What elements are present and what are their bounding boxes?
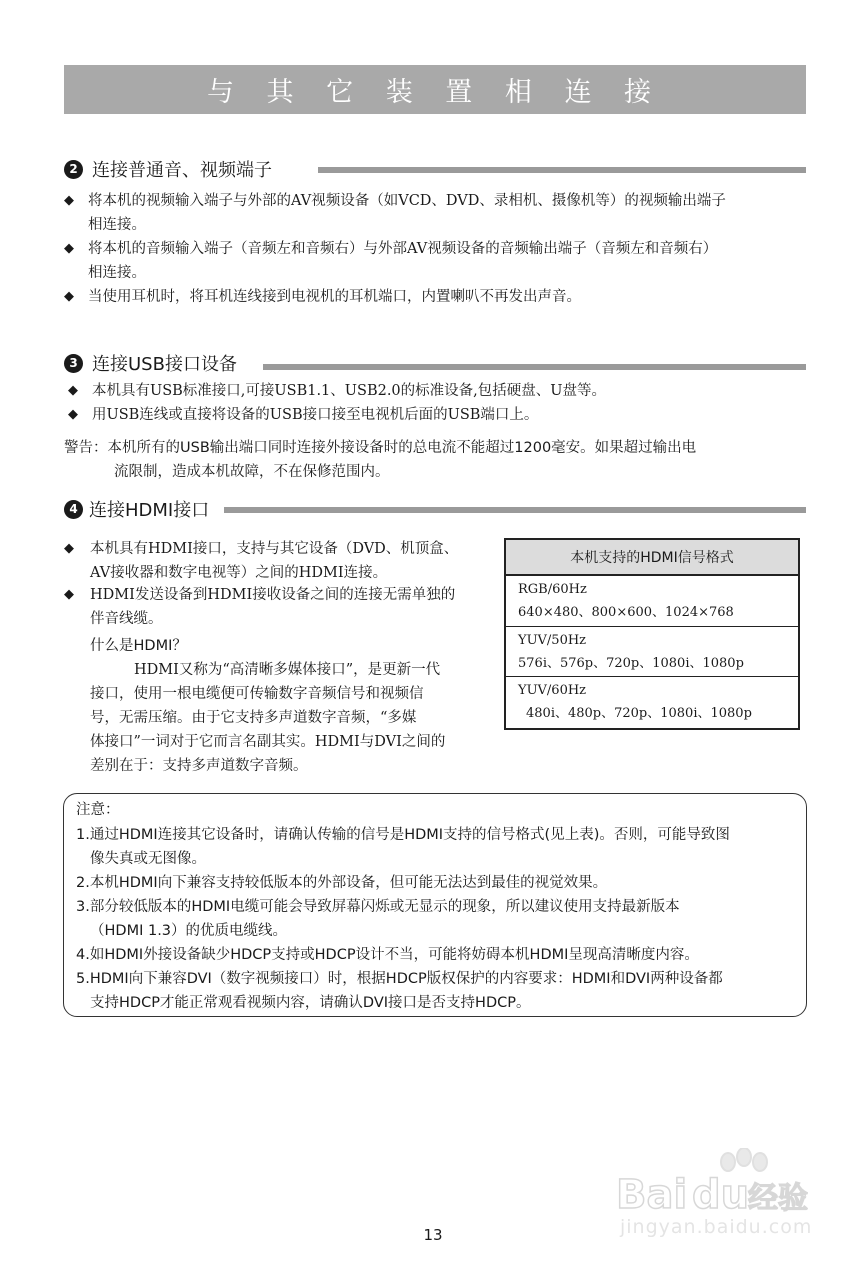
note-line: 2.本机HDMI向下兼容支持较低版本的外部设备，但可能无法达到最佳的视觉效果。 [76, 875, 608, 891]
section-rule [263, 364, 806, 370]
usb-warning: 警告：本机所有的USB输出端口同时连接外接设备时的总电流不能超过1200毫安。如果超过输出电 流限制，造成本机故障，不在保修范围内。 [64, 440, 697, 480]
section-3-heading [64, 350, 237, 376]
watermark-url: jingyan.baidu.com [620, 1216, 813, 1238]
table-row: YUV/50Hz 576i、576p、720p、1080i、1080p [506, 626, 798, 676]
diamond-bullet-icon: ◆ [64, 289, 74, 304]
svg-text:Bai: Bai [616, 1172, 688, 1218]
section-4-heading [64, 496, 209, 522]
page-title: 与 其 它 装 置 相 连 接 [64, 65, 806, 114]
note-line: 像失真或无图像。 [90, 851, 206, 867]
section-title: 连接USB接口设备 [92, 354, 237, 375]
section-number-badge: 3 [64, 354, 83, 373]
section-number-badge: 4 [64, 500, 83, 519]
note-line: （HDMI 1.3）的优质电缆线。 [90, 923, 288, 939]
diamond-bullet-icon: ◆ [64, 541, 74, 556]
section-title: 连接HDMI接口 [89, 500, 210, 521]
diamond-bullet-icon: ◆ [64, 193, 74, 208]
diamond-bullet-icon: ◆ [64, 587, 74, 602]
table-row: RGB/60Hz 640×480、800×600、1024×768 [518, 582, 734, 620]
page-number: 13 [423, 1226, 443, 1244]
note-line: 3.部分较低版本的HDMI电缆可能会导致屏幕闪烁或无显示的现象，所以建议使用支持最新版本 [76, 899, 680, 915]
note-line: 1.通过HDMI连接其它设备时，请确认传输的信号是HDMI支持的信号格式(见上表)。否则，可能导致图 [76, 827, 730, 843]
notes-box [63, 793, 807, 1017]
note-line: 支持HDCP才能正常观看视频内容，请确认DVI接口是否支持HDCP。 [90, 995, 531, 1011]
note-line: 5.HDMI向下兼容DVI（数字视频接口）时，根据HDCP版权保护的内容要求：HDMI和DVI两种设备都 [76, 971, 723, 987]
svg-text:经验: 经验 [748, 1181, 808, 1216]
hdmi-explanation: HDMI又称为“高清晰多媒体接口”，是更新一代 接口，使用一根电缆便可传输数字音频信号和视频信 号，无需压缩。由于它支持多声道数字音频，“多媒 体接口”一词对于它而言名副其实。HDMI与DVI之间的 差别在于：支持多声道数字音频。 [90, 662, 446, 774]
bullet-text: 将本机的视频输入端子与外部的AV视频设备（如VCD、DVD、录相机、摄像机等）的视频输出端子 相连接。 [88, 193, 726, 233]
hdmi-question: 什么是HDMI？ [90, 638, 187, 654]
svg-text:du: du [692, 1172, 750, 1218]
diamond-bullet-icon: ◆ [68, 407, 78, 422]
baidu-watermark-logo [610, 1148, 820, 1248]
note-line: 4.如HDMI外接设备缺少HDCP支持或HDCP设计不当，可能将妨碍本机HDMI呈现高清晰度内容。 [76, 947, 699, 963]
section-rule [318, 167, 806, 173]
section-title: 连接普通音、视频端子 [92, 160, 272, 181]
bullet-text: 当使用耳机时，将耳机连线接到电视机的耳机端口，内置喇叭不再发出声音。 [88, 289, 581, 305]
table-row: YUV/60Hz 480i、480p、720p、1080i、1080p [506, 676, 798, 726]
section-rule [224, 507, 806, 513]
hdmi-format-table [504, 538, 800, 730]
section-number-badge: 2 [64, 160, 83, 179]
notes-title: 注意： [76, 802, 120, 818]
bullet-text: 本机具有HDMI接口，支持与其它设备（DVD、机顶盒、 AV接收器和数字电视等）之间的HDMI连接。 [90, 541, 459, 581]
bullet-text: 本机具有USB标准接口,可接USB1.1、USB2.0的标准设备,包括硬盘、U盘等。 [92, 383, 606, 399]
bullet-text: 将本机的音频输入端子（音频左和音频右）与外部AV视频设备的音频输出端子（音频左和音频右） 相连接。 [88, 241, 718, 281]
diamond-bullet-icon: ◆ [64, 241, 74, 256]
diamond-bullet-icon: ◆ [68, 383, 78, 398]
table-header: 本机支持的HDMI信号格式 [506, 540, 798, 576]
bullet-text: 用USB连线或直接将设备的USB接口接至电视机后面的USB端口上。 [92, 407, 539, 423]
bullet-text: HDMI发送设备到HDMI接收设备之间的连接无需单独的 伴音线缆。 [90, 587, 456, 627]
section-2-heading [64, 156, 272, 182]
